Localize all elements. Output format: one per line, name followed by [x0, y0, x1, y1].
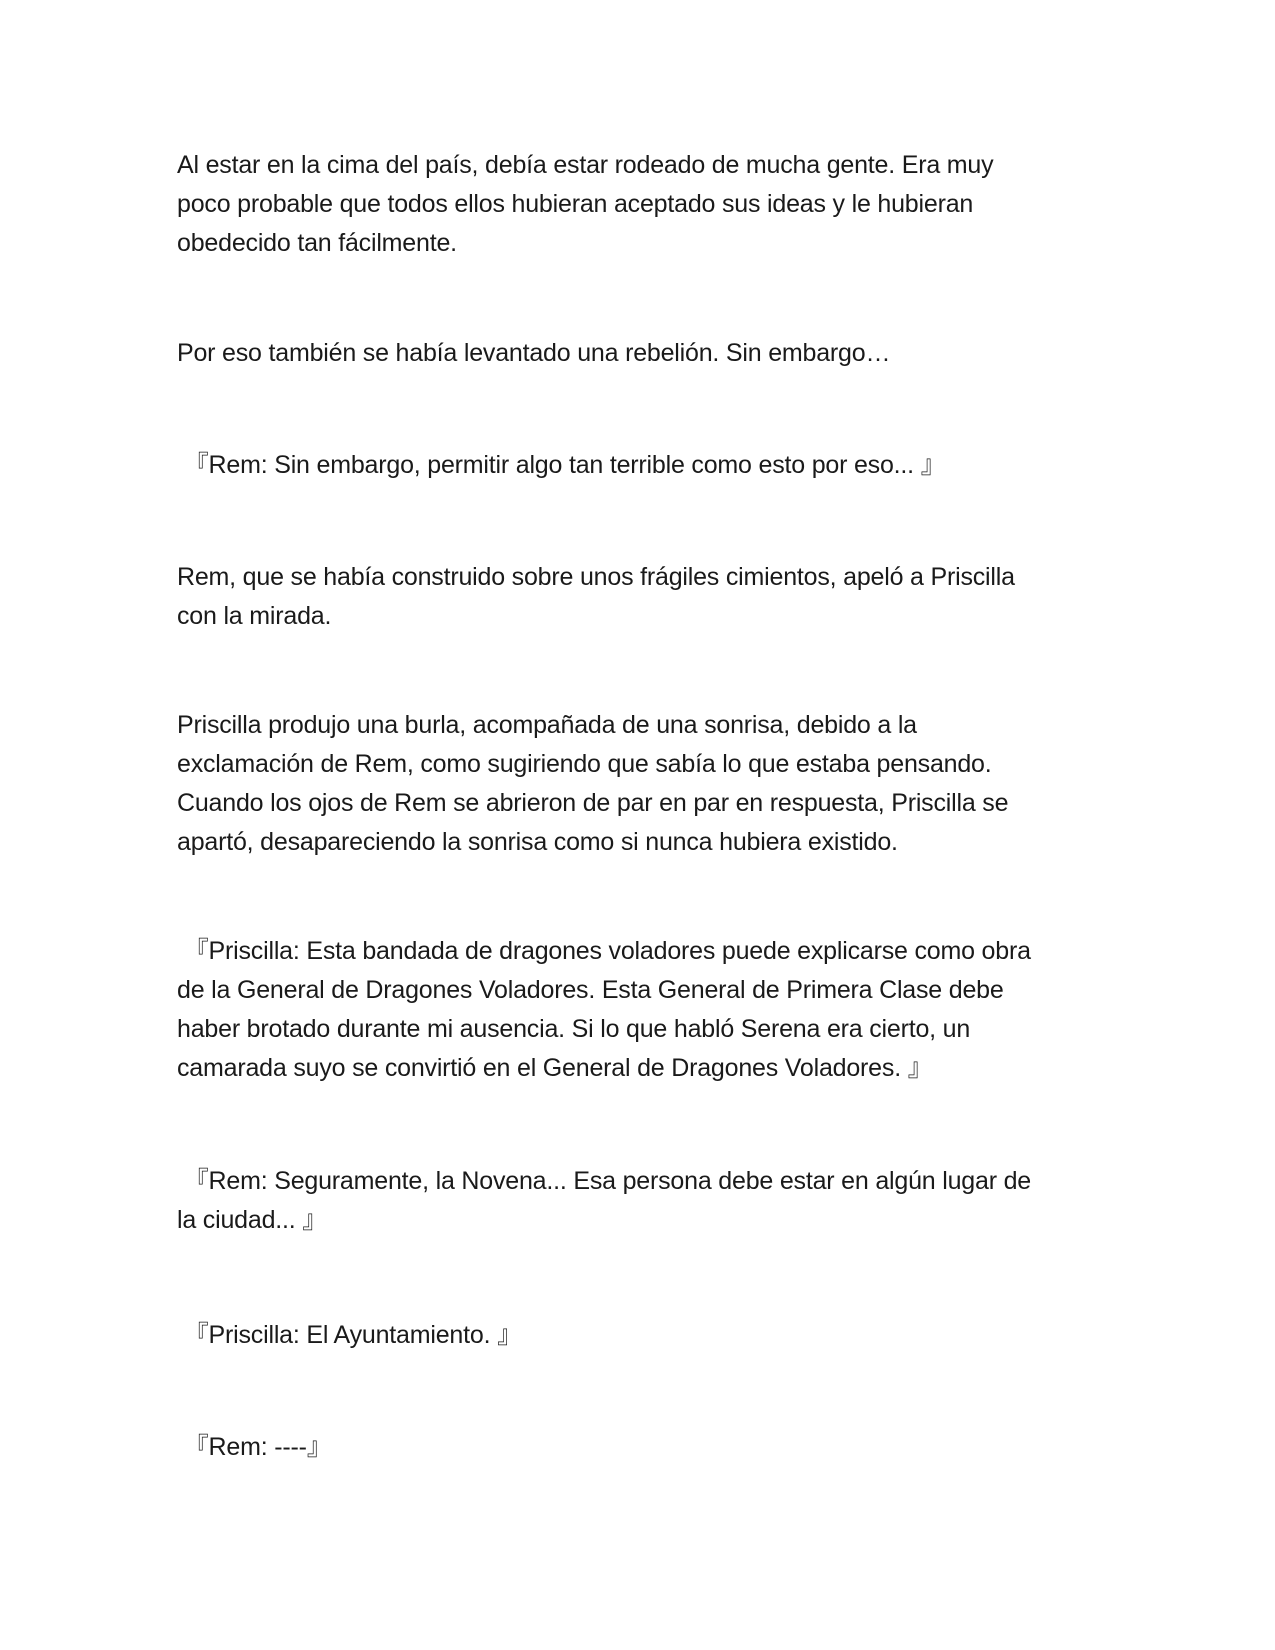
dialogue-rem-1: 『Rem: Sin embargo, permitir algo tan terrible como esto por eso... 』 [177, 451, 946, 479]
dialogue-rem-3: 『Rem: ----』 [177, 1433, 332, 1461]
paragraph-narration-4: Priscilla produjo una burla, acompañada de una sonrisa, debido a la exclamación de Rem, como sugiriendo que sabía lo que estaba pensando. Cuando los ojos de Rem se abrieron de par en par en respuesta, Priscilla se apartó, desapareciendo la sonrisa como si nunca hubiera existido. [177, 711, 1009, 856]
paragraph-narration-2: Por eso también se había levantado una rebelión. Sin embargo… [177, 339, 891, 367]
dialogue-priscilla-1: 『Priscilla: Esta bandada de dragones voladores puede explicarse como obra de la General de Dragones Voladores. Esta General de Primera Clase debe haber brotado durante mi ausencia. Si lo que habló Serena era cierto, un camarada suyo se convirtió en el General de Dragones Voladores. 』 [177, 937, 1031, 1082]
dialogue-rem-2: 『Rem: Seguramente, la Novena... Esa persona debe estar en algún lugar de la ciudad... 』 [177, 1167, 1031, 1234]
paragraph-narration-1: Al estar en la cima del país, debía estar rodeado de mucha gente. Era muy poco probable que todos ellos hubieran aceptado sus ideas y le hubieran obedecido tan fácilmente. [177, 151, 994, 257]
dialogue-priscilla-2: 『Priscilla: El Ayuntamiento. 』 [177, 1321, 522, 1349]
paragraph-narration-3: Rem, que se había construido sobre unos frágiles cimientos, apeló a Priscilla con la mirada. [177, 563, 1015, 630]
